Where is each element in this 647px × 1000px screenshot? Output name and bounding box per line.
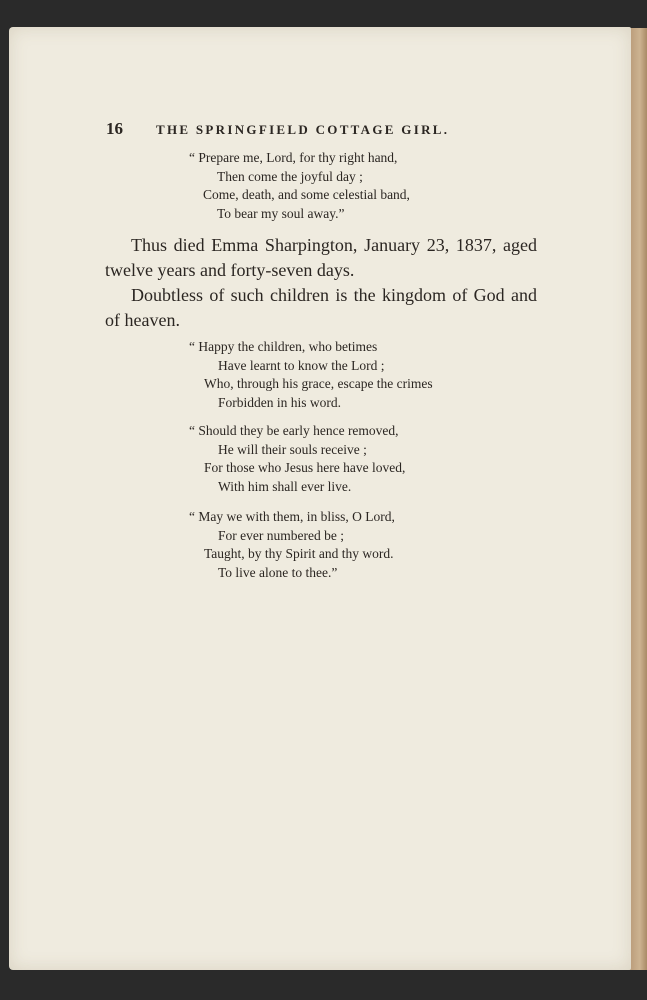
running-title: THE SPRINGFIELD COTTAGE GIRL. — [156, 122, 450, 137]
verse-line: To bear my soul away.” — [217, 205, 345, 221]
verse-line: Have learnt to know the Lord ; — [218, 357, 385, 373]
page-header — [106, 119, 567, 139]
prose-block — [105, 233, 537, 333]
verse-line: “ Happy the children, who betimes — [189, 339, 378, 354]
verse-prepare — [9, 149, 410, 223]
paragraph-kingdom: Doubtless of such children is the kingdom of God and of heaven. — [105, 285, 537, 330]
verse-line: “ Should they be early hence removed, — [189, 423, 399, 438]
verse-line: With him shall ever live. — [218, 478, 352, 494]
verse-line: Forbidden in his word. — [218, 394, 341, 410]
verse-line: To live alone to thee.” — [218, 564, 338, 580]
verse-line: Then come the joyful day ; — [217, 168, 363, 184]
stanza-happy — [9, 338, 433, 412]
book-page — [9, 27, 631, 970]
verse-line: Who, through his grace, escape the crimes — [204, 376, 433, 391]
page-stack-edge — [629, 28, 647, 970]
verse-line: Taught, by thy Spirit and thy word. — [204, 546, 394, 561]
verse-line: “ Prepare me, Lord, for thy right hand, — [189, 150, 398, 165]
stanza-should — [9, 422, 405, 496]
stanza-may — [9, 508, 395, 582]
paragraph-death: Thus died Emma Sharpington, January 23, 1837, aged twelve years and forty-seven days. — [105, 235, 537, 280]
page-number: 16 — [106, 119, 123, 138]
verse-line: Come, death, and some celestial band, — [203, 187, 410, 202]
verse-line: He will their souls receive ; — [218, 441, 367, 457]
verse-line: For those who Jesus here have loved, — [204, 460, 406, 475]
verse-line: For ever numbered be ; — [218, 527, 344, 543]
verse-line: “ May we with them, in bliss, O Lord, — [189, 509, 395, 524]
